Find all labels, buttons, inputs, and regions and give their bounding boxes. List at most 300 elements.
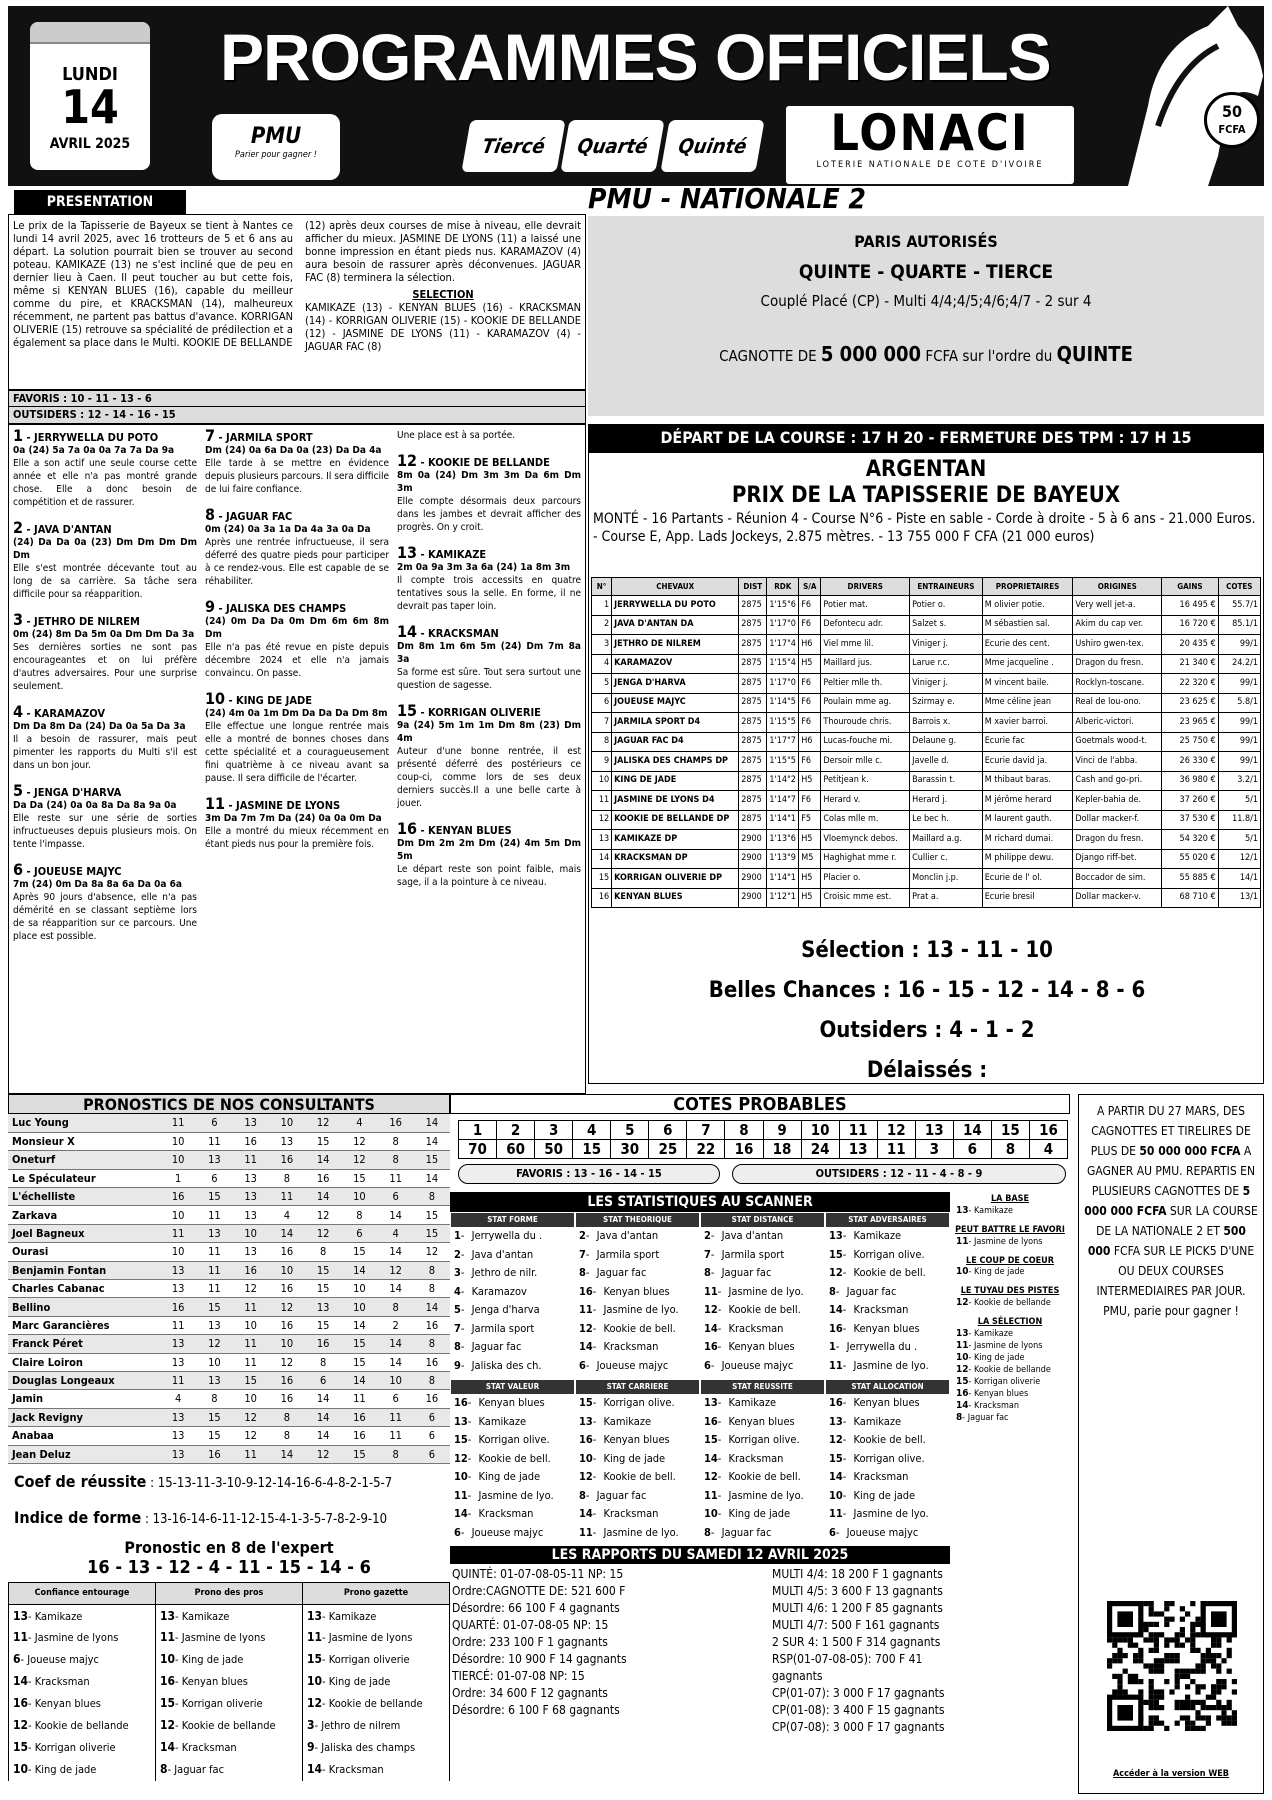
horse-entry-music: (24) 4m 0a 1m Dm Da Da Da Dm 8m [205, 708, 388, 719]
runner-cell: F5 [799, 810, 821, 830]
stats-cell-name: Jerrywella du . [471, 1229, 543, 1242]
horse-entry-name: 3 - JETHRO DE NILREM [13, 610, 140, 629]
expert-cell-name: Korrigan oliverie [328, 1653, 410, 1667]
stats-cell-number: 13 [579, 1414, 593, 1428]
calendar-date [30, 22, 150, 170]
runner-cell: JALISKA DES CHAMPS DP [612, 752, 739, 772]
rapport-line: QUARTÉ: 01-07-08-05 NP: 15 [452, 1618, 609, 1632]
promo-mid2: SUR LA COURSE DE LA NATIONALE 2 ET [1096, 1204, 1258, 1238]
stats-cell: 13- Kamikaze [829, 1229, 902, 1242]
runner-cell: 2875 [739, 713, 767, 733]
cote-value: 15 [573, 1140, 611, 1159]
runner-cell: 9 [592, 752, 612, 772]
stats-cell-number: 8 [579, 1266, 586, 1279]
pronostic-cell: 15 [233, 1371, 269, 1389]
horse-entry-number: 4 [13, 702, 24, 721]
expert-col-header: Confiance entourage [9, 1583, 156, 1605]
stats-cell: 8- Jaguar fac [579, 1488, 647, 1502]
pronostic-cell: 10 [378, 1371, 414, 1389]
stats-cell-number: 6 [454, 1525, 461, 1539]
runner-cell: JARMILA SPORT D4 [612, 713, 739, 733]
stats-cell-name: Jaliska des ch. [471, 1358, 542, 1372]
pronostic-cell: 15 [305, 1316, 341, 1334]
stats-cell: 16- Kenyan blues [454, 1396, 545, 1409]
horse-entry-number: 11 [205, 794, 226, 813]
bet-quarte: Quarté [561, 120, 665, 172]
expert-cell-name: King de jade [34, 1763, 97, 1777]
stats-cell-number: 16 [579, 1284, 593, 1298]
stats-cell-name: Kamikaze [478, 1414, 527, 1428]
qr-code-icon[interactable] [1107, 1601, 1237, 1731]
pronostic-cell: 8 [378, 1298, 414, 1316]
stats-cell: 7- Jarmila sport [704, 1247, 785, 1261]
cote-value: 60 [497, 1140, 535, 1159]
stats-cell: 14- Kracksman [579, 1340, 659, 1353]
cotes-outsiders: OUTSIDERS : 12 - 11 - 4 - 8 - 9 [732, 1164, 1066, 1184]
pronostic-cell: 16 [414, 1390, 450, 1408]
runner-cell: KARAMAZOV [612, 654, 739, 674]
runner-cell: F6 [799, 791, 821, 811]
horse-entry-name: 15 - KORRIGAN OLIVERIE [397, 701, 541, 720]
stats-cell: 12- Kookie de bell. [704, 1470, 801, 1483]
cote-value: 24 [801, 1140, 839, 1159]
stats-cell-number: 14 [454, 1507, 468, 1520]
runner-cell: 99/1 [1218, 732, 1260, 752]
runners-header-cell: PROPRIETAIRES [982, 578, 1073, 596]
pronostic-cell: 15 [196, 1188, 232, 1206]
expert-cell: 13- Kamikaze [303, 1605, 450, 1627]
stats-cell: 7- Jarmila sport [454, 1321, 535, 1335]
horse-entry-name: 16 - KENYAN BLUES [397, 819, 512, 838]
stats-cell-number: 4 [454, 1284, 461, 1298]
price-badge [1204, 92, 1260, 148]
expert-row [9, 1605, 450, 1627]
runner-cell: Cash and go-pri. [1073, 771, 1162, 791]
runner-cell: 12/1 [1218, 849, 1260, 869]
pronostic-cell: 12 [305, 1206, 341, 1224]
pronostic-cell: 12 [233, 1408, 269, 1426]
consultant-name: Franck Péret [8, 1335, 160, 1353]
web-version-link[interactable]: Accéder à la version WEB [1113, 1769, 1229, 1779]
pronostic-cell: 12 [305, 1114, 341, 1132]
pronostic-cell: 14 [378, 1280, 414, 1298]
runner-cell: Viniger j. [910, 635, 983, 655]
pronostic-cell: 4 [341, 1114, 377, 1132]
cote-number: 1 [459, 1121, 497, 1140]
horse-entry [13, 702, 197, 772]
stats-cell: 16- Kenyan blues [704, 1414, 795, 1428]
stats-cell-number: 10 [579, 1451, 593, 1465]
pronostic-cell: 10 [269, 1114, 305, 1132]
horse-entry-music: Dm 8m 1m 6m 5m (24) Dm 7m 8a 3a [397, 641, 581, 665]
expert-col-header: Prono des pros [156, 1583, 303, 1605]
analysis-item: 13- Kamikaze [956, 1204, 1014, 1216]
expert-cell-number: 12 [160, 1718, 176, 1733]
outsiders-line: OUTSIDERS : 12 - 14 - 16 - 15 [9, 407, 585, 423]
horse-entry-number: 13 [397, 543, 418, 562]
presentation-text-left: Le prix de la Tapisserie de Bayeux se tient à Nantes ce lundi 14 avril 2025, avec 16 trotteurs de 5 et 6 ans au départ. La solution pourrait bien se trouver au second poteau. KAMIKAZE (13) ne s'est incliné que de peu en dernier lieu à Caen. Il peut toucher au but cette fois, même si KENYAN BLUES (16), capable du meilleur comme du pire, et KRACKSMAN (14), malheureux récemment, ne partent pas battus d'avance. KORRIGAN OLIVERIE (15) retrouve sa spécialité de prédilection et a également sa place dans le Multi. KOOKIE DE BELLANDE [13, 219, 293, 349]
selection-text: KAMIKAZE (13) - KENYAN BLUES (16) - KRACKSMAN (14) - KORRIGAN OLIVERIE (15) - KOOKIE DE BELLANDE (12) - JASMINE DE LYONS (11) - KARAMAZOV (4) - JAGUAR FAC (8) [305, 301, 581, 353]
horse-entry-label: JERRYWELLA DU POTO [34, 431, 159, 444]
expert-cell: 16- Kenyan blues [156, 1671, 303, 1693]
horse-entry-number: 9 [205, 597, 216, 616]
pronostic-row [8, 1132, 450, 1150]
stats-cell-name: King de jade [728, 1507, 791, 1520]
analysis-item-name: Kookie de bellande [974, 1298, 1051, 1309]
stats-cell-name: Kamikaze [853, 1229, 902, 1242]
stats-cell-number: 10 [704, 1507, 718, 1520]
stats-cell: 14- Kracksman [579, 1507, 659, 1520]
stats-cell-number: 8 [579, 1488, 586, 1502]
runner-cell: Viniger j. [910, 674, 983, 694]
pronostic-cell: 8 [305, 1243, 341, 1261]
pronostic-cell: 12 [341, 1132, 377, 1150]
favoris-line: FAVORIS : 10 - 11 - 13 - 6 [9, 391, 585, 407]
runner-cell: 5 [592, 674, 612, 694]
expert-cell-name: Jethro de nilrem [321, 1719, 401, 1733]
stats-cell-name: Kookie de bell. [603, 1321, 676, 1335]
runner-cell: 1'14"1 [767, 869, 799, 889]
runner-cell: 25 750 € [1162, 732, 1218, 752]
analysis-item-name: Kracksman [974, 1400, 1019, 1411]
stats-cell-number: 8 [704, 1266, 711, 1279]
runner-cell: KORRIGAN OLIVERIE DP [612, 869, 739, 889]
stats-cell: 16- Kenyan blues [704, 1340, 795, 1353]
expert-cell-name: King de jade [181, 1653, 244, 1667]
runner-cell: Kepler-bahia de. [1073, 791, 1162, 811]
runners-header-cell: COTES [1218, 578, 1260, 596]
pronostic-cell: 8 [414, 1280, 450, 1298]
pronostic-cell: 12 [233, 1280, 269, 1298]
analysis-item-number: 8 [956, 1411, 963, 1423]
expert-cell: 12- Kookie de bellande [303, 1693, 450, 1715]
day-number: 14 [61, 79, 119, 134]
runner-cell: KOOKIE DE BELLANDE DP [612, 810, 739, 830]
stats-cell-number: 10 [454, 1470, 468, 1483]
horse-entry-label: KAMIKAZE [428, 548, 487, 561]
price-unit: FCFA [1218, 123, 1246, 136]
horse-entry-label: JOUEUSE MAJYC [34, 865, 122, 878]
runner-cell: H6 [799, 732, 821, 752]
consultant-name: Anabaa [8, 1427, 160, 1445]
pronostic-cell: 10 [233, 1316, 269, 1334]
analysis-column [952, 1192, 1068, 1424]
stats-cell: 5- Jenga d'harva [454, 1303, 540, 1316]
stats-cell-number: 10 [829, 1488, 843, 1502]
horses-column [13, 426, 197, 955]
stats-cell-name: Karamazov [471, 1284, 527, 1298]
stats-cell: 8- Jaguar fac [704, 1525, 772, 1539]
runner-cell: 1'15"5 [767, 752, 799, 772]
runner-cell: 11.8/1 [1218, 810, 1260, 830]
stats-cell-number: 11 [829, 1358, 843, 1372]
horse-entry [397, 429, 581, 442]
promo-box [1078, 1094, 1264, 1794]
horse-entry-name: 5 - JENGA D'HARVA [13, 781, 122, 800]
expert-cell-number: 16 [13, 1696, 29, 1711]
cote-number: 4 [573, 1121, 611, 1140]
stats-cell-number: 11 [704, 1284, 718, 1298]
runner-row [592, 674, 1261, 694]
horse-entry [397, 543, 581, 613]
stats-cell-number: 11 [704, 1488, 718, 1502]
pronostic-cell: 11 [378, 1408, 414, 1426]
lonaci-logo-text: LONACI [830, 104, 1030, 162]
runner-cell: Haghighat mme r. [821, 849, 910, 869]
masthead [8, 6, 1264, 186]
analysis-item-number: 13 [956, 1327, 969, 1339]
horse-entry-label: JALISKA DES CHAMPS [226, 602, 347, 615]
expert-cell-number: 14 [307, 1762, 323, 1777]
pronostic-cell: 15 [341, 1335, 377, 1353]
analysis-title: LA SÉLECTION [977, 1317, 1043, 1328]
pronostic-cell: 13 [233, 1188, 269, 1206]
lonaci-logo [786, 106, 1074, 184]
section-title: PMU - NATIONALE 2 [588, 182, 866, 215]
stats-cell-number: 13 [829, 1414, 843, 1428]
stats-cell-number: 16 [454, 1396, 468, 1409]
stats-cell-number: 1 [829, 1340, 836, 1353]
stats-col-header: STAT ALLOCATION [826, 1380, 949, 1394]
pronostic-cell: 12 [341, 1151, 377, 1169]
horse-entry-label: KORRIGAN OLIVERIE [428, 706, 541, 719]
pronostic-cell: 6 [378, 1390, 414, 1408]
runner-cell: Dragon du fresn. [1073, 654, 1162, 674]
pronostic-cell: 10 [233, 1390, 269, 1408]
pronostic-cell: 6 [196, 1114, 232, 1132]
expert-cell-name: Kenyan blues [181, 1675, 248, 1689]
pronostic-cell: 10 [269, 1335, 305, 1353]
pronostic-cell: 6 [414, 1427, 450, 1445]
runner-cell: 13 [592, 830, 612, 850]
horse-entry-name: 8 - JAGUAR FAC [205, 505, 293, 524]
pronostic-cell: 8 [378, 1132, 414, 1150]
runner-row [592, 596, 1261, 616]
runner-cell: 14 [592, 849, 612, 869]
stats-cell-name: Kookie de bell. [853, 1433, 926, 1446]
stats-col-header: STAT REUSSITE [701, 1380, 824, 1394]
stats-cell-name: Jarmila sport [596, 1247, 660, 1261]
stats-cell: 15- Korrigan olive. [579, 1396, 675, 1409]
runner-cell: 1'17"0 [767, 615, 799, 635]
runner-cell: Very well jet-a. [1073, 596, 1162, 616]
runner-row [592, 849, 1261, 869]
runner-cell: Mme céline jean [982, 693, 1073, 713]
horse-entry-label: JAGUAR FAC [226, 510, 293, 523]
runner-cell: Croisic mme est. [821, 888, 910, 908]
runner-cell: 2875 [739, 635, 767, 655]
stats-cell-number: 7 [579, 1247, 586, 1261]
runner-cell: JENGA D'HARVA [612, 674, 739, 694]
horse-entry-name: 13 - KAMIKAZE [397, 543, 487, 562]
stats-cell: 14- Kracksman [454, 1507, 534, 1520]
expert-cell-number: 13 [307, 1608, 323, 1623]
runners-table [591, 577, 1261, 908]
race-delaisses: Délaissés : [866, 1058, 988, 1083]
runner-cell: 1'14"7 [767, 791, 799, 811]
runner-cell: Real de lou-ono. [1073, 693, 1162, 713]
stats-cell-number: 15 [579, 1396, 593, 1409]
coef-reussite [14, 1472, 450, 1492]
runner-cell: H5 [799, 869, 821, 889]
stats-cell-number: 2 [704, 1229, 711, 1242]
pronostic-cell: 10 [341, 1280, 377, 1298]
horse-entry-comment: Elle compte désormais deux parcours dans les jambes et devrait afficher des progrès. On y croit. [397, 496, 581, 533]
race-box [588, 452, 1264, 1084]
pronostic-cell: 8 [378, 1151, 414, 1169]
expert-cell-number: 11 [160, 1630, 176, 1645]
expert-cell-number: 13 [160, 1608, 176, 1623]
runner-cell: Salzet s. [910, 615, 983, 635]
runner-cell: 37 530 € [1162, 810, 1218, 830]
pronostic-cell: 13 [196, 1371, 232, 1389]
runner-cell: 5.8/1 [1218, 693, 1260, 713]
expert-cell: 13- Kamikaze [9, 1605, 156, 1627]
stats-row [450, 1264, 950, 1283]
stats-cell-name: Jaguar fac [596, 1266, 647, 1279]
rapport-line: CP(01-08): 3 400 F 15 gagnants [772, 1703, 945, 1717]
stats-cell-name: Java d'antan [471, 1247, 534, 1261]
horse-entry-comment: Elle effectue une longue rentrée mais elle a montré de bonnes choses dans cette spécialité et a couragueusement fini quatrième à ce niveau avant sa pause. Il sera difficile de l'écarter. [205, 721, 389, 784]
horse-entry-music: 2m 0a 9a 3m 3a 6a (24) 1a 8m 3m [397, 562, 571, 573]
runner-cell: Monclin j.p. [910, 869, 983, 889]
horse-entry-number: 15 [397, 701, 418, 720]
runner-row [592, 732, 1261, 752]
pronostic-cell: 8 [269, 1408, 305, 1426]
horse-entry-comment: Elle a montré du mieux récemment en étant pieds nus pour la première fois. [205, 826, 389, 850]
favorites-bar [8, 390, 586, 424]
pronostic-cell: 12 [269, 1353, 305, 1371]
pronostic-row [8, 1298, 450, 1316]
pronostic-cell: 15 [414, 1151, 450, 1169]
promo-text [1083, 1101, 1259, 1321]
stats-cell-number: 14 [829, 1470, 843, 1483]
runner-cell: Herard v. [821, 791, 910, 811]
expert-cell-number: 14 [13, 1674, 29, 1689]
horse-entry-music: 3m Da 7m 7m Da (24) 0a 0a 0m Da [205, 813, 382, 824]
pronostic-cell: 10 [269, 1261, 305, 1279]
cote-value: 50 [535, 1140, 573, 1159]
cagnotte-bet: QUINTE [1056, 341, 1133, 366]
runner-cell: Maillard a.g. [910, 830, 983, 850]
analysis-item: 11- Jasmine de lyons [956, 1339, 1043, 1351]
pronostic-cell: 12 [305, 1445, 341, 1463]
runner-row [592, 713, 1261, 733]
stats-cell-name: Jaguar fac [721, 1266, 772, 1279]
selection-heading: SELECTION [412, 288, 474, 301]
runner-cell: 1'14"2 [767, 771, 799, 791]
presentation-heading: PRESENTATION [14, 190, 186, 214]
expert-row [9, 1737, 450, 1759]
expert-cell-name: Korrigan oliverie [34, 1741, 116, 1755]
indice-forme [14, 1508, 450, 1528]
consultant-name: Joel Bagneux [8, 1224, 160, 1242]
runner-cell: 4 [592, 654, 612, 674]
stats-cell-number: 14 [704, 1321, 718, 1335]
rapports-left [452, 1566, 772, 1719]
stats-cell-number: 11 [579, 1525, 593, 1539]
stats-cell-name: Jasmine de lyo. [478, 1488, 554, 1502]
rapport-line: Ordre: 233 100 F 1 gagnants [452, 1635, 608, 1649]
runner-cell: 2900 [739, 849, 767, 869]
expert-cell-number: 9 [307, 1740, 315, 1755]
stats-cell: 6- Joueuse majyc [704, 1358, 794, 1372]
expert-cell-number: 6 [13, 1652, 21, 1667]
pronostic-cell: 14 [305, 1188, 341, 1206]
month-year: AVRIL 2025 [49, 135, 131, 152]
horse-entry-label: KENYAN BLUES [428, 824, 512, 837]
promo-amount-1: 50 000 000 FCFA [1139, 1144, 1241, 1158]
pronostic-cell: 2 [378, 1316, 414, 1334]
rapport-line: 2 SUR 4: 1 500 F 314 gagnants [772, 1635, 941, 1649]
analysis-item-number: 12 [956, 1297, 969, 1309]
horse-entry-number: 7 [205, 426, 216, 445]
consultant-name: Bellino [8, 1298, 160, 1316]
runner-cell: 55.7/1 [1218, 596, 1260, 616]
horses-column [397, 429, 581, 901]
stats-cell: 11- Jasmine de lyo. [704, 1488, 804, 1502]
expert-cell-name: Jasmine de lyons [328, 1631, 413, 1645]
stats-cell-name: Kenyan blues [603, 1433, 670, 1446]
pronostic-cell: 11 [233, 1151, 269, 1169]
horse-entry-name: 9 - JALISKA DES CHAMPS [205, 597, 347, 616]
horse-entry [205, 794, 389, 851]
pronostic-cell: 8 [414, 1188, 450, 1206]
cote-number: 6 [649, 1121, 687, 1140]
stats-cell-name: Jethro de nilr. [471, 1266, 538, 1279]
stats-cell: 13- Kamikaze [704, 1396, 777, 1409]
stats-cell: 13- Kamikaze [579, 1414, 652, 1428]
pronostic-cell: 16 [233, 1132, 269, 1150]
stats-cell: 10- King de jade [704, 1507, 791, 1520]
stats-cell-name: Korrigan olive. [728, 1433, 800, 1446]
runner-cell: Petitjean k. [821, 771, 910, 791]
stats-cell-name: Korrigan olive. [853, 1247, 925, 1261]
expert-row [9, 1627, 450, 1649]
rapport-line: Ordre:CAGNOTTE DE: 521 600 F [452, 1584, 626, 1598]
race-summary [589, 931, 1265, 1091]
expert-cell: 14- Kracksman [9, 1671, 156, 1693]
rapport-line: CP(07-08): 3 000 F 17 gagnants [772, 1720, 945, 1734]
stats-cell-name: Jasmine de lyo. [853, 1507, 929, 1520]
runners-header-cell: DRIVERS [821, 578, 910, 596]
consultant-name: Charles Cabanac [8, 1280, 160, 1298]
pronostic-cell: 6 [341, 1224, 377, 1242]
pronostic-row [8, 1445, 450, 1463]
stats-cell-name: Joueuse majyc [846, 1525, 919, 1539]
pronostic-cell: 11 [378, 1169, 414, 1187]
consultant-name: Le Spéculateur [8, 1169, 160, 1187]
stats-cell: 12- Kookie de bell. [454, 1451, 551, 1465]
stats-cell-number: 2 [579, 1229, 586, 1242]
pronostic-cell: 11 [233, 1445, 269, 1463]
runner-cell: Dragon du fresn. [1073, 830, 1162, 850]
stats-cell-number: 14 [704, 1451, 718, 1465]
expert-cell-number: 10 [160, 1652, 176, 1667]
stats-cell: 14- Kracksman [704, 1451, 784, 1465]
race-description: MONTÉ - 16 Partants - Réunion 4 - Course N°6 - Piste en sable - Corde à droite - 5 à 6 ans - 21.000 Euros. - Course E, App. Lads Jockeys, 2.875 mètres. - 13 755 000 F CFA (21 000 euros) [593, 510, 1256, 545]
runner-cell: Cullier c. [910, 849, 983, 869]
horse-entry-comment: Après 90 jours d'absence, elle n'a pas démérité en se classant septième lors de sa réapparition sur ce parcours. Une place est possible. [13, 892, 197, 942]
stats-cell-name: Jasmine de lyo. [603, 1303, 679, 1316]
consultant-name: Jean Deluz [8, 1445, 160, 1463]
analysis-item-name: Kamikaze [974, 1205, 1014, 1216]
analysis-item: 11- Jasmine de lyons [956, 1235, 1043, 1247]
depart-banner: DÉPART DE LA COURSE : 17 H 20 - FERMETURE DES TPM : 17 H 15 [588, 424, 1264, 452]
runner-cell: M olivier potie. [982, 596, 1073, 616]
cote-number: 12 [877, 1121, 915, 1140]
consultant-name: Claire Loiron [8, 1353, 160, 1371]
